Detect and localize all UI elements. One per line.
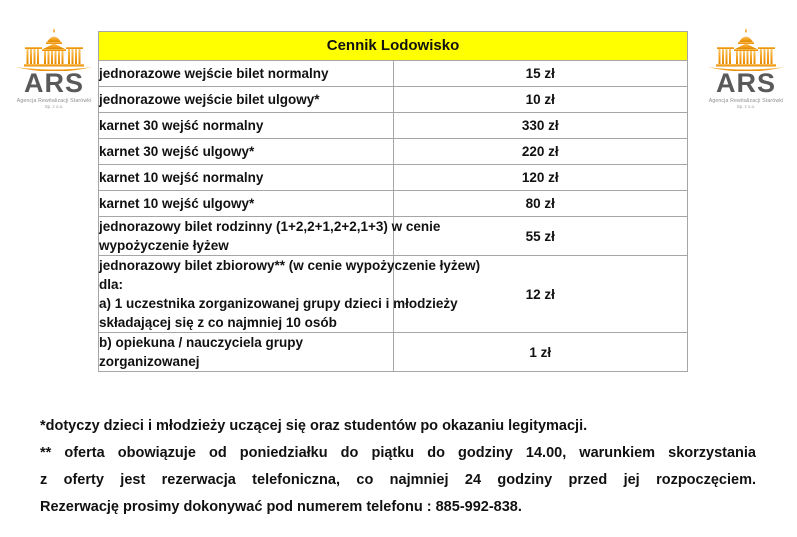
row-price: 1 zł [393, 333, 688, 372]
row-price: 220 zł [393, 139, 688, 165]
row-price: 330 zł [393, 113, 688, 139]
table-row [99, 87, 688, 113]
row-label [99, 256, 481, 333]
row-label-line: a) 1 uczestnika zorganizowanej grupy dzieci i młodzieży [99, 296, 458, 311]
logo-wordmark: ARS [23, 68, 84, 98]
row-label: karnet 10 wejść ulgowy* [99, 191, 394, 217]
row-label: karnet 10 wejść normalny [99, 165, 394, 191]
row-label: karnet 30 wejść normalny [99, 113, 394, 139]
row-label-line: wypożyczenie łyżew [99, 238, 229, 253]
row-label [99, 217, 441, 256]
row-price: 15 zł [393, 61, 688, 87]
footnote-double-asterisk-line2: z oferty jest rezerwacja telefoniczna, co najmniej 24 godziny przed jej rozpoczęciem. [40, 472, 756, 488]
ars-logo-left [8, 27, 100, 113]
logo-wordmark: ARS [715, 68, 776, 98]
row-price: 120 zł [393, 165, 688, 191]
row-price: 80 zł [393, 191, 688, 217]
logo-subtitle: Agencja Rewitalizacji Starówki [708, 98, 784, 104]
table-row [99, 61, 688, 87]
classical-building-icon [13, 27, 95, 71]
row-label-line: składającej się z co najmniej 10 osób [99, 315, 337, 330]
table-row [99, 165, 688, 191]
row-label: jednorazowe wejście bilet normalny [99, 61, 394, 87]
table-row-guardian [99, 333, 688, 372]
row-label: jednorazowe wejście bilet ulgowy* [99, 87, 394, 113]
row-label: b) opiekuna / nauczyciela grupy zorganizowanej [99, 333, 394, 372]
table-row [99, 139, 688, 165]
row-price: 10 zł [393, 87, 688, 113]
table-row-family-ticket [99, 217, 688, 256]
price-table-title: Cennik Lodowisko [99, 32, 688, 61]
table-row [99, 191, 688, 217]
logo-subtitle: Agencja Rewitalizacji Starówki [16, 98, 92, 104]
table-title-row [99, 32, 688, 61]
row-label: karnet 30 wejść ulgowy* [99, 139, 394, 165]
footnote-double-asterisk-line1: ** oferta obowiązuje od poniedziałku do piątku do godziny 14.00, warunkiem skorzystania [40, 445, 756, 461]
logo-subtitle-secondary: Sp. z o.o. [736, 104, 756, 110]
footnote-reservation-phone: Rezerwację prosimy dokonywać pod numerem telefonu : 885-992-838. [40, 499, 522, 515]
price-list-table [98, 31, 688, 372]
row-price: 55 zł [393, 217, 688, 256]
row-label-line: jednorazowy bilet zbiorowy** (w cenie wypożyczenie łyżew) [99, 258, 481, 273]
logo-subtitle-secondary: Sp. z o.o. [44, 104, 64, 110]
footnotes [40, 413, 756, 521]
classical-building-icon [705, 27, 787, 71]
footnote-single-asterisk: *dotyczy dzieci i młodzieży uczącej się oraz studentów po okazaniu legitymacji. [40, 418, 588, 434]
row-price: 12 zł [393, 256, 688, 333]
ars-logo-right [700, 27, 792, 113]
row-label-line: dla: [99, 277, 124, 292]
table-row [99, 113, 688, 139]
row-label-line: jednorazowy bilet rodzinny (1+2,2+1,2+2,1+3) w cenie [99, 219, 441, 234]
table-row-group-ticket [99, 256, 688, 333]
